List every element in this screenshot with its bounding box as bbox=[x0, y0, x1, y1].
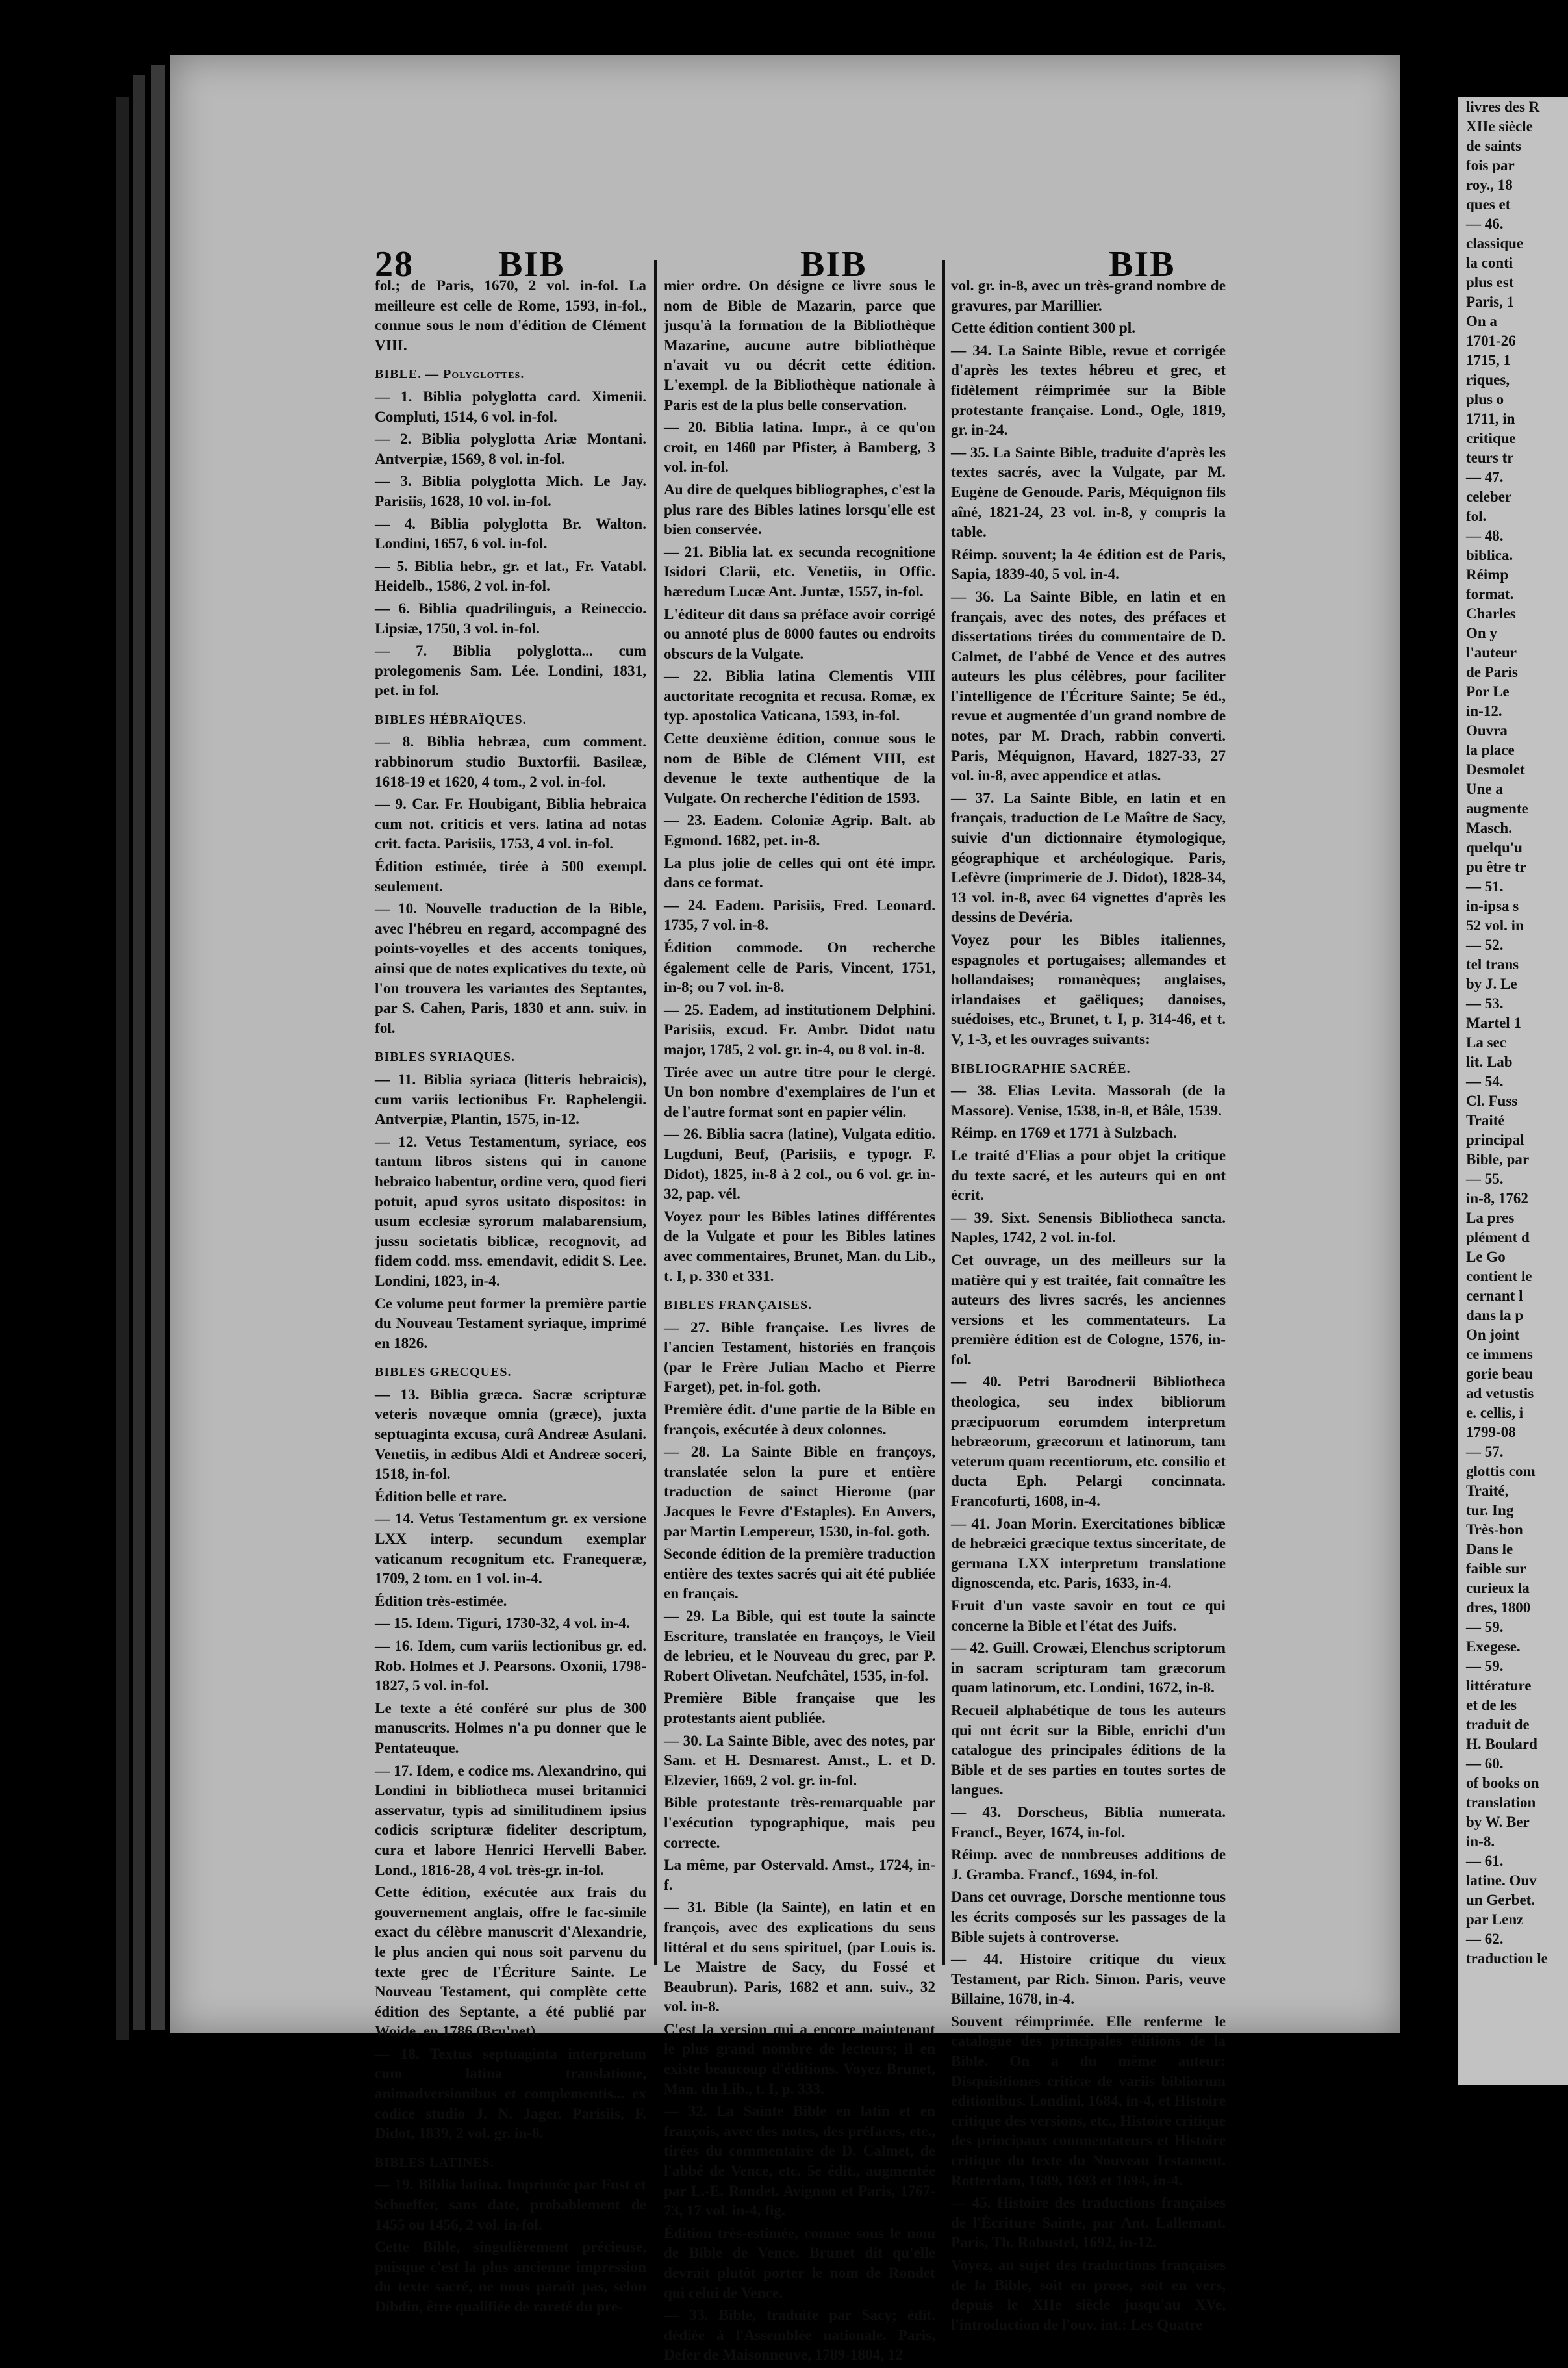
fragment-line: quelqu'u bbox=[1466, 839, 1523, 856]
fragment-line: fois par bbox=[1466, 157, 1515, 173]
entry-paragraph: Réimp. avec de nombreuses additions de J. Gramba. Francf., 1694, in-fol. bbox=[951, 1846, 1226, 1883]
fragment-line: H. Boulard bbox=[1466, 1736, 1537, 1752]
entry-paragraph: — 1. Biblia polyglotta card. Ximenii. Compluti, 1514, 6 vol. in-fol. bbox=[375, 388, 646, 426]
entry-paragraph: — 23. Eadem. Coloniæ Agrip. Balt. ab Egmond. 1682, pet. in-8. bbox=[664, 812, 935, 850]
running-head-left: BIB bbox=[498, 244, 565, 285]
entry-paragraph: — 18. Textus septuaginta interpretum cum latina translatione, animadversionibus et complementis... ex codice studio J. N. Jager. Parisiis, F. Didot, 1839, 2 vol. gr. in-8. bbox=[375, 2045, 646, 2143]
entry-paragraph: Dans cet ouvrage, Dorsche mentionne tous les écrits composés sur les passages de la Bible sujets à controverse. bbox=[951, 1889, 1226, 1946]
fragment-line: Cl. Fuss bbox=[1466, 1093, 1518, 1109]
fragment-line: — 48. bbox=[1466, 528, 1504, 544]
entry-paragraph: — 7. Biblia polyglotta... cum prolegomenis Sam. Lée. Londini, 1831, pet. in fol. bbox=[375, 643, 646, 700]
fragment-line: Le Go bbox=[1466, 1249, 1506, 1265]
fragment-line: — 57. bbox=[1466, 1444, 1504, 1460]
section-heading: BIBLE. — Polyglottes. bbox=[375, 367, 525, 382]
entry-paragraph: Tirée avec un autre titre pour le clergé. Un bon nombre d'exemplaires de l'un et de l'autre format sont en papier vélin. bbox=[664, 1063, 935, 1121]
text-column-1 bbox=[375, 276, 646, 2320]
fragment-line: la place bbox=[1466, 742, 1515, 758]
entry-paragraph: — 34. La Sainte Bible, revue et corrigée d'après les textes hébreu et grec, et fidèlement réimprimée sur la Bible protestante française. Lond., Ogle, 1819, gr. in-24. bbox=[951, 342, 1226, 439]
fragment-line: par Lenz bbox=[1466, 1911, 1524, 1928]
entry-paragraph: — 22. Biblia latina Clementis VIII auctoritate recognita et recusa. Romæ, ex typ. apostolica Vaticana, 1593, in-fol. bbox=[664, 668, 935, 725]
entry-paragraph: mier ordre. On désigne ce livre sous le nom de Bible de Mazarin, parce que jusqu'à la formation de la Bibliothèque Mazarine, aucune autre bibliothèque n'avait vu ou décrit cette édition. L'exempl. de la Bibliothèque nationale à Paris est de la plus belle conservation. bbox=[664, 277, 935, 414]
entry-paragraph: — 28. La Sainte Bible en françoys, translatée selon la pure et entière traduction de sainct Hierome (par Jacques le Fevre d'Estaples). En Anvers, par Martin Lempereur, 1530, in-fol. goth. bbox=[664, 1444, 935, 1540]
fragment-line: — 55. bbox=[1466, 1171, 1504, 1187]
entry-paragraph: — 4. Biblia polyglotta Br. Walton. Londini, 1657, 6 vol. in-fol. bbox=[375, 515, 646, 553]
running-head-center: BIB bbox=[800, 244, 867, 285]
fragment-line: dres, 1800 bbox=[1466, 1599, 1531, 1616]
entry-paragraph: — 16. Idem, cum variis lectionibus gr. ed. Rob. Holmes et J. Pearsons. Oxonii, 1798-1827, 5 vol. in-fol. bbox=[375, 1638, 646, 1695]
entry-paragraph: — 41. Joan Morin. Exercitationes biblicæ de hebræici græcique textus sinceritate, de germana LXX interpretum translatione dignoscenda, etc. Paris, 1633, in-4. bbox=[951, 1515, 1226, 1592]
fragment-line: un Gerbet. bbox=[1466, 1892, 1536, 1908]
entry-paragraph: — 39. Sixt. Senensis Bibliotheca sancta. Naples, 1742, 2 vol. in-fol. bbox=[951, 1209, 1226, 1247]
entry-paragraph: — 32. La Sainte Bible en latin et en françois, avec des notes, des préfaces, etc., tirées du commentaire de D. Calmet, de l'abbé de Vence, etc. 5e édit., augmentée par L.-E. Rondet. Avignon et Paris, 1767-73, 17 vol. in-4, fig. bbox=[664, 2103, 935, 2220]
fragment-line: curieux la bbox=[1466, 1580, 1530, 1596]
entry-paragraph: — 25. Eadem, ad institutionem Delphini. Parisiis, excud. Fr. Ambr. Didot natu major, 1785, 2 vol. gr. in-4, ou 8 vol. in-8. bbox=[664, 1001, 935, 1058]
entry-paragraph: Voyez pour les Bibles latines différentes de la Vulgate et pour les Bibles latines avec commentaires, Brunet, Man. du Lib., t. I, p. 330 et 331. bbox=[664, 1208, 935, 1285]
fragment-line: — 62. bbox=[1466, 1931, 1504, 1947]
fragment-line: Traité bbox=[1466, 1112, 1505, 1128]
entry-paragraph: — 29. La Bible, qui est toute la saincte Escriture, translatée en françoys, le Vieil de lebrieu, et le Nouveau du grec, par P. Robert Olivetan. Neufchâtel, 1535, in-fol. bbox=[664, 1608, 935, 1685]
fragment-line: Réimp bbox=[1466, 567, 1509, 583]
fragment-line: Bible, par bbox=[1466, 1151, 1530, 1167]
column-rule-2 bbox=[942, 260, 945, 1965]
fragment-line: lit. Lab bbox=[1466, 1054, 1513, 1070]
fragment-line: plus o bbox=[1466, 391, 1504, 407]
entry-paragraph: — 45. Histoire des traductions françaises de l'Écriture Sainte, par Ant. Lallemant. Paris, Th. Robustel, 1692, in-12. bbox=[951, 2195, 1226, 2252]
book-edge-2 bbox=[133, 75, 145, 2030]
fragment-line: — 54. bbox=[1466, 1073, 1504, 1089]
fragment-line: Masch. bbox=[1466, 820, 1512, 836]
entry-paragraph: Cette édition, exécutée aux frais du gouvernement anglais, offre le fac-simile exact du célèbre manuscrit d'Alexandrie, le plus ancien qui nous soit parvenu du texte grec de l'Écriture Sainte. Le Nouveau Testament, qui complète cette édition des Septante, a été publié par Woide, en 1786 (Bru'net). bbox=[375, 1884, 646, 2041]
fragment-line: 1711, in bbox=[1466, 411, 1515, 427]
entry-paragraph: Voyez pour les Bibles italiennes, espagnoles et portugaises; allemandes et hollandaises; romanèques; anglaises, irlandaises et gaëliques; danoises, suédoises, etc., Brunet, t. I, p. 314-46, et t. V, 1-3, et les ouvrages suivants: bbox=[951, 932, 1226, 1048]
fragment-line: Traité, bbox=[1466, 1483, 1509, 1499]
fragment-line: celeber bbox=[1466, 489, 1512, 505]
fragment-line: la conti bbox=[1466, 255, 1513, 271]
fragment-line: faible sur bbox=[1466, 1560, 1526, 1577]
entry-paragraph: — 11. Biblia syriaca (litteris hebraicis), cum variis lectionibus Fr. Raphelengii. Antverpiæ, Plantin, 1575, in-12. bbox=[375, 1071, 646, 1128]
entry-paragraph: — 19. Biblia latina. Imprimée par Fust et Schoeffer, sans date, probablement de 1455 ou 1456, 2 vol. in-fol. bbox=[375, 2176, 646, 2234]
fragment-line: traduction le bbox=[1466, 1950, 1548, 1967]
fragment-line: 52 vol. in bbox=[1466, 917, 1524, 934]
entry-paragraph: — 13. Biblia græca. Sacræ scripturæ veteris novæque omnia (græce), juxta septuaginta excusa, curâ Andreæ Asulani. Venetiis, in ædibus Aldi et Andreæ soceri, 1518, in-fol. bbox=[375, 1386, 646, 1483]
entry-paragraph: L'éditeur dit dans sa préface avoir corrigé ou annoté plus de 8000 fautes ou endroits obscurs de la Vulgate. bbox=[664, 605, 935, 663]
entry-paragraph: — 6. Biblia quadrilinguis, a Reineccio. Lipsiæ, 1750, 3 vol. in-fol. bbox=[375, 600, 646, 637]
fragment-line: On y bbox=[1466, 625, 1497, 641]
fragment-line: plus est bbox=[1466, 274, 1514, 290]
entry-paragraph: Au dire de quelques bibliographes, c'est la plus rare des Bibles latines lorsqu'elle est bien conservée. bbox=[664, 481, 935, 539]
entry-paragraph: — 44. Histoire critique du vieux Testament, par Rich. Simon. Paris, veuve Billaine, 1678, in-4. bbox=[951, 1951, 1226, 2008]
fragment-line: cernant l bbox=[1466, 1288, 1523, 1304]
entry-paragraph: — 30. La Sainte Bible, avec des notes, par Sam. et H. Desmarest. Amst., L. et D. Elzevier, 1669, 2 vol. gr. in-fol. bbox=[664, 1732, 935, 1789]
fragment-line: of books on bbox=[1466, 1775, 1539, 1791]
adjacent-page-fragment bbox=[1458, 97, 1568, 2085]
fragment-line: XIIe siècle bbox=[1466, 118, 1533, 134]
fragment-line: Martel 1 bbox=[1466, 1015, 1521, 1031]
fragment-line: riques, bbox=[1466, 372, 1510, 388]
fragment-line: in-8. bbox=[1466, 1833, 1495, 1850]
entry-paragraph: Réimp. souvent; la 4e édition est de Paris, Sapia, 1839-40, 5 vol. in-4. bbox=[951, 546, 1226, 583]
fragment-line: ques et bbox=[1466, 196, 1511, 212]
text-column-2 bbox=[664, 276, 935, 2368]
fragment-line: e. cellis, i bbox=[1466, 1405, 1524, 1421]
section-heading: BIBLES LATINES. bbox=[375, 2155, 494, 2170]
entry-paragraph: Voyez, au sujet des traductions françaises de la Bible, soit en prose, soit en vers, depuis le XIIe siècle jusqu'au XVe, l'introduction de l'ouv. int.: Les Quatre bbox=[951, 2257, 1226, 2334]
entry-paragraph: Cette deuxième édition, connue sous le nom de Bible de Clément VIII, est devenue le texte authentique de la Vulgate. On recherche l'édition de 1593. bbox=[664, 730, 935, 807]
section-heading: BIBLES FRANÇAISES. bbox=[664, 1298, 813, 1313]
fragment-line: livres des R bbox=[1466, 99, 1540, 115]
fragment-line: l'auteur bbox=[1466, 644, 1517, 661]
book-edge-3 bbox=[151, 65, 165, 2030]
page-number: 28 bbox=[375, 244, 414, 285]
fragment-line: Paris, 1 bbox=[1466, 294, 1515, 310]
entry-paragraph: La plus jolie de celles qui ont été impr. dans ce format. bbox=[664, 854, 935, 892]
section-heading: BIBLIOGRAPHIE SACRÉE. bbox=[951, 1061, 1131, 1076]
fragment-line: La sec bbox=[1466, 1034, 1506, 1050]
entry-paragraph: — 35. La Sainte Bible, traduite d'après les textes sacrés, avec la Vulgate, par M. Eugène de Genoude. Paris, Méquignon fils aîné, 1821-24, 23 vol. in-8, y compris la table. bbox=[951, 444, 1226, 541]
fragment-line: — 61. bbox=[1466, 1853, 1504, 1869]
running-head-right: BIB bbox=[1109, 244, 1176, 285]
entry-paragraph: — 40. Petri Barodnerii Bibliotheca theologica, seu index bibliorum præcipuorum eorumdem interpretum hebræorum, græcorum et latinorum, tam veterum quam recentiorum, etc. consilio et ducta Eph. Pelargi concinnata. Francofurti, 1608, in-4. bbox=[951, 1373, 1226, 1510]
entry-paragraph: — 17. Idem, e codice ms. Alexandrino, qui Londini in bibliotheca musei britannici asservatur, typis ad similitudinem ipsius codicis scripturæ fideliter descriptum, cura et labore Henrici Hervelli Baber. Lond., 1816-28, 4 vol. très-gr. in-fol. bbox=[375, 1762, 646, 1879]
entry-paragraph: — 26. Biblia sacra (latine), Vulgata editio. Lugduni, Beuf, (Parisiis, e typogr. F. Didot), 1825, in-8 à 2 col., ou 6 vol. gr. in-32, pap. vél. bbox=[664, 1126, 935, 1203]
fragment-line: latine. Ouv bbox=[1466, 1872, 1537, 1889]
entry-paragraph: — 15. Idem. Tiguri, 1730-32, 4 vol. in-4. bbox=[375, 1615, 630, 1633]
fragment-line: critique bbox=[1466, 430, 1516, 446]
entry-paragraph: Première Bible française que les protestants aient publiée. bbox=[664, 1690, 935, 1727]
entry-paragraph: — 8. Biblia hebræa, cum comment. rabbinorum studio Buxtorfii. Basileæ, 1618-19 et 1620, 4 tom., 2 vol. in-fol. bbox=[375, 733, 646, 791]
entry-paragraph: Seconde édition de la première traduction entière des textes sacrés qui ait été publiée en français. bbox=[664, 1546, 935, 1603]
entry-paragraph: Édition estimée, tirée à 500 exempl. seulement. bbox=[375, 858, 646, 895]
fragment-line: La pres bbox=[1466, 1210, 1515, 1226]
fragment-line: traduit de bbox=[1466, 1716, 1530, 1733]
fragment-line: de saints bbox=[1466, 138, 1521, 154]
fragment-line: contient le bbox=[1466, 1268, 1532, 1284]
fragment-line: ce immens bbox=[1466, 1346, 1533, 1362]
fragment-line: — 59. bbox=[1466, 1619, 1504, 1635]
fragment-line: — 60. bbox=[1466, 1755, 1504, 1772]
fragment-line: gorie beau bbox=[1466, 1366, 1533, 1382]
fragment-line: by W. Ber bbox=[1466, 1814, 1530, 1830]
entry-paragraph: — 12. Vetus Testamentum, syriace, eos tantum libros sistens qui in canone hebraico habentur, ordine vero, quod fieri potuit, apud syros usitato dispositos: in usum ecclesiæ syrorum malabarensium, jussu societatis biblicæ, recognovit, ad fidem codd. mss. emendavit, edidit S. Lee. Londini, 1823, in-4. bbox=[375, 1133, 646, 1290]
fragment-line: in-8, 1762 bbox=[1466, 1190, 1528, 1206]
fragment-line: On a bbox=[1466, 313, 1497, 329]
entry-paragraph: Cette Bible, singulièrement précieuse, puisque c'est la plus ancienne impression du texte sacré, ne nous paraît pas, selon Dibdin, être qualifiée de rareté du pre- bbox=[375, 2239, 646, 2315]
fragment-line: pu être tr bbox=[1466, 859, 1526, 875]
entry-paragraph: — 2. Biblia polyglotta Ariæ Montani. Antverpiæ, 1569, 8 vol. in-fol. bbox=[375, 431, 646, 468]
entry-paragraph: Cette édition contient 300 pl. bbox=[951, 320, 1136, 337]
fragment-line: On joint bbox=[1466, 1327, 1520, 1343]
section-heading: BIBLES SYRIAQUES. bbox=[375, 1050, 515, 1065]
fragment-line: Desmolet bbox=[1466, 761, 1525, 778]
fragment-line: fol. bbox=[1466, 508, 1487, 524]
column-rule-1 bbox=[654, 260, 657, 1965]
fragment-line: — 47. bbox=[1466, 469, 1504, 485]
fragment-line: by J. Le bbox=[1466, 976, 1517, 992]
fragment-line: dans la p bbox=[1466, 1307, 1524, 1323]
fragment-line: 1701-26 bbox=[1466, 333, 1516, 349]
fragment-line: Por Le bbox=[1466, 683, 1510, 700]
fragment-line: classique bbox=[1466, 235, 1524, 251]
fragment-line: principal bbox=[1466, 1132, 1524, 1148]
fragment-line: biblica. bbox=[1466, 547, 1513, 563]
entry-paragraph: — 37. La Sainte Bible, en latin et en français, traduction de Le Maître de Sacy, suivie d'un dictionnaire étymologique, géographique et archéologique. Paris, Lefèvre (imprimerie de J. Didot), 1828-34, 13 vol. in-8, avec 64 vignettes d'après les dessins de Devéria. bbox=[951, 789, 1226, 926]
entry-paragraph: — 21. Biblia lat. ex secunda recognitione Isidori Clarii, etc. Venetiis, in Offic. hæredum Lucæ Ant. Juntæ, 1557, in-fol. bbox=[664, 543, 935, 600]
entry-paragraph: vol. gr. in-8, avec un très-grand nombre de gravures, par Marillier. bbox=[951, 277, 1226, 314]
fragment-line: plément d bbox=[1466, 1229, 1530, 1245]
fragment-line: 1715, 1 bbox=[1466, 352, 1511, 368]
fragment-line: Ouvra bbox=[1466, 722, 1508, 739]
entry-paragraph: Première édit. d'une partie de la Bible en françois, exécutée à deux colonnes. bbox=[664, 1401, 935, 1438]
fragment-line: augmente bbox=[1466, 800, 1528, 817]
entry-paragraph: Édition commode. On recherche également celle de Paris, Vincent, 1751, in-8; ou 7 vol. in-8. bbox=[664, 939, 935, 997]
entry-paragraph: Édition belle et rare. bbox=[375, 1488, 507, 1505]
fragment-line: in-ipsa s bbox=[1466, 898, 1519, 914]
entry-paragraph: — 9. Car. Fr. Houbigant, Biblia hebraica cum not. criticis et vers. latina ad notas crit. facta. Parisiis, 1753, 4 vol. in-fol. bbox=[375, 796, 646, 853]
fragment-line: Charles bbox=[1466, 605, 1516, 622]
entry-paragraph: Le traité d'Elias a pour objet la critique du texte sacré, et les auteurs qui en ont écrit. bbox=[951, 1147, 1226, 1204]
entry-paragraph: C'est la version qui a encore maintenant le plus grand nombre de lecteurs; il en existe beaucoup d'éditions. Voyez Brunet, Man. du Lib., t. I, p. 333. bbox=[664, 2020, 935, 2098]
entry-paragraph: Le texte a été conféré sur plus de 300 manuscrits. Holmes n'a pu donner que le Pentateuque. bbox=[375, 1700, 646, 1757]
fragment-line: de Paris bbox=[1466, 664, 1518, 680]
fragment-line: Exegese. bbox=[1466, 1638, 1521, 1655]
entry-paragraph: Fruit d'un vaste savoir en tout ce qui concerne la Bible et l'état des Juifs. bbox=[951, 1598, 1226, 1635]
entry-paragraph: — 31. Bible (la Sainte), en latin et en françois, avec des explications du sens littéral et du sens spirituel, (par Louis is. Le Maistre de Sacy, du Fossé et Beaubrun). Paris, 1682 et ann. suiv., 32 vol. in-8. bbox=[664, 1899, 935, 2016]
section-heading: BIBLES HÉBRAÏQUES. bbox=[375, 712, 527, 727]
entry-paragraph: Édition très-estimée. bbox=[375, 1592, 507, 1610]
fragment-line: format. bbox=[1466, 586, 1514, 602]
entry-paragraph: — 14. Vetus Testamentum gr. ex versione LXX interp. secundum exemplar vaticanum recognitum etc. Franequeræ, 1709, 2 tom. en 1 vol. in-4. bbox=[375, 1510, 646, 1588]
fragment-line: — 53. bbox=[1466, 995, 1504, 1012]
book-edge-1 bbox=[116, 97, 129, 2040]
entry-paragraph: Réimp. en 1769 et 1771 à Sulzbach. bbox=[951, 1125, 1177, 1142]
fragment-line: teurs tr bbox=[1466, 450, 1514, 466]
text-column-3 bbox=[951, 276, 1226, 2337]
fragment-line: tel trans bbox=[1466, 956, 1519, 973]
entry-paragraph: — 43. Dorscheus, Biblia numerata. Francf., Beyer, 1674, in-fol. bbox=[951, 1803, 1226, 1841]
fragment-line: 1799-08 bbox=[1466, 1424, 1516, 1440]
fragment-line: littérature bbox=[1466, 1677, 1532, 1694]
entry-paragraph: Édition très-estimée, connue sous le nom de Bible de Vence. Brunet dit qu'elle devrait plutôt porter le nom de Rondet qui celui de Vence. bbox=[664, 2224, 935, 2302]
fragment-line: et de les bbox=[1466, 1697, 1517, 1713]
scanned-page bbox=[170, 55, 1400, 2364]
entry-paragraph: fol.; de Paris, 1670, 2 vol. in-fol. La meilleure est celle de Rome, 1593, in-fol., connue sous le nom d'édition de Clément VIII. bbox=[375, 277, 646, 354]
entry-paragraph: — 36. La Sainte Bible, en latin et en français, avec des notes, des préfaces et dissertations tirées du commentaire de D. Calmet, de l'abbé de Vence et des autres auteurs les plus célèbres, pour faciliter l'intelligence de l'Écriture Sainte; 5e éd., revue et augmentée d'un grand nombre de notes, par M. Drach, rabbin converti. Paris, Méquignon, Havard, 1827-33, 27 vol. in-8, avec appendice et atlas. bbox=[951, 588, 1226, 785]
fragment-line: — 51. bbox=[1466, 878, 1504, 895]
entry-paragraph: — 42. Guill. Crowæi, Elenchus scriptorum in sacram scripturam tam græcorum quam latinorum, etc. Londini, 1672, in-8. bbox=[951, 1640, 1226, 1697]
fragment-line: tur. Ing bbox=[1466, 1502, 1514, 1518]
entry-paragraph: Bible protestante très-remarquable par l'exécution typographique, mais peu correcte. bbox=[664, 1794, 935, 1852]
entry-paragraph: Recueil alphabétique de tous les auteurs qui ont écrit sur la Bible, enrichi d'un catalogue des principales éditions de la Bible et de ses parties en toutes sortes de langues. bbox=[951, 1701, 1226, 1799]
fragment-line: Une a bbox=[1466, 781, 1503, 797]
fragment-line: translation bbox=[1466, 1794, 1536, 1811]
entry-paragraph: Souvent réimprimée. Elle renferme le catalogue des principales éditions de la Bible. On a du même auteur: Disquisitiones criticæ de variis bibliorum editionibus. Londini, 1684, in-4, et Histoire critique des versions, etc., Histoire critique des principaux commentateurs et Histoire critique du texte du Nouveau Testament. Rotterdam, 1689, 1693 et 1694, in-4. bbox=[951, 2013, 1226, 2189]
fragment-line: glottis com bbox=[1466, 1463, 1536, 1479]
fragment-line: Dans le bbox=[1466, 1541, 1513, 1557]
entry-paragraph: Cet ouvrage, un des meilleurs sur la matière qui y est traitée, fait connaître les auteurs des livres sacrés, les anciennes versions et les commentateurs. La première édition est de Cologne, 1576, in-fol. bbox=[951, 1251, 1226, 1368]
entry-paragraph: Ce volume peut former la première partie du Nouveau Testament syriaque, imprimé en 1826. bbox=[375, 1295, 646, 1352]
fragment-line: in-12. bbox=[1466, 703, 1502, 719]
entry-paragraph: — 27. Bible française. Les livres de l'ancien Testament, historiés en françois (par le Frère Julian Macho et Pierre Farget), pet. in-fol. goth. bbox=[664, 1319, 935, 1396]
fragment-line: — 59. bbox=[1466, 1658, 1504, 1674]
entry-paragraph: — 10. Nouvelle traduction de la Bible, avec l'hébreu en regard, accompagné des points-voyelles et des accents toniques, ainsi que de notes explicatives du texte, où l'on trouvera les variantes des Septantes, par S. Cahen, Paris, 1830 et ann. suiv. in fol. bbox=[375, 900, 646, 1037]
entry-paragraph: — 20. Biblia latina. Impr., à ce qu'on croit, en 1460 par Pfister, à Bamberg, 3 vol. in-fol. bbox=[664, 419, 935, 476]
entry-paragraph: — 24. Eadem. Parisiis, Fred. Leonard. 1735, 7 vol. in-8. bbox=[664, 897, 935, 934]
fragment-line: — 46. bbox=[1466, 216, 1504, 232]
fragment-line: ad vetustis bbox=[1466, 1385, 1534, 1401]
fragment-line: roy., 18 bbox=[1466, 177, 1513, 193]
entry-paragraph: — 33. Bible, traduite par Sacy; édit. dédiée à l'Assemblée nationale. Paris, Defer de Maisonneuve, 1789-1804, 12 bbox=[664, 2307, 935, 2364]
section-heading: BIBLES GRECQUES. bbox=[375, 1365, 512, 1380]
entry-paragraph: — 5. Biblia hebr., gr. et lat., Fr. Vatabl. Heidelb., 1586, 2 vol. in-fol. bbox=[375, 557, 646, 595]
fragment-line: — 52. bbox=[1466, 937, 1504, 953]
entry-paragraph: — 38. Elias Levita. Massorah (de la Massore). Venise, 1538, in-8, et Bâle, 1539. bbox=[951, 1082, 1226, 1119]
entry-paragraph: — 3. Biblia polyglotta Mich. Le Jay. Parisiis, 1628, 10 vol. in-fol. bbox=[375, 473, 646, 510]
fragment-line: Très-bon bbox=[1466, 1521, 1523, 1538]
entry-paragraph: La même, par Ostervald. Amst., 1724, in-f. bbox=[664, 1857, 935, 1894]
